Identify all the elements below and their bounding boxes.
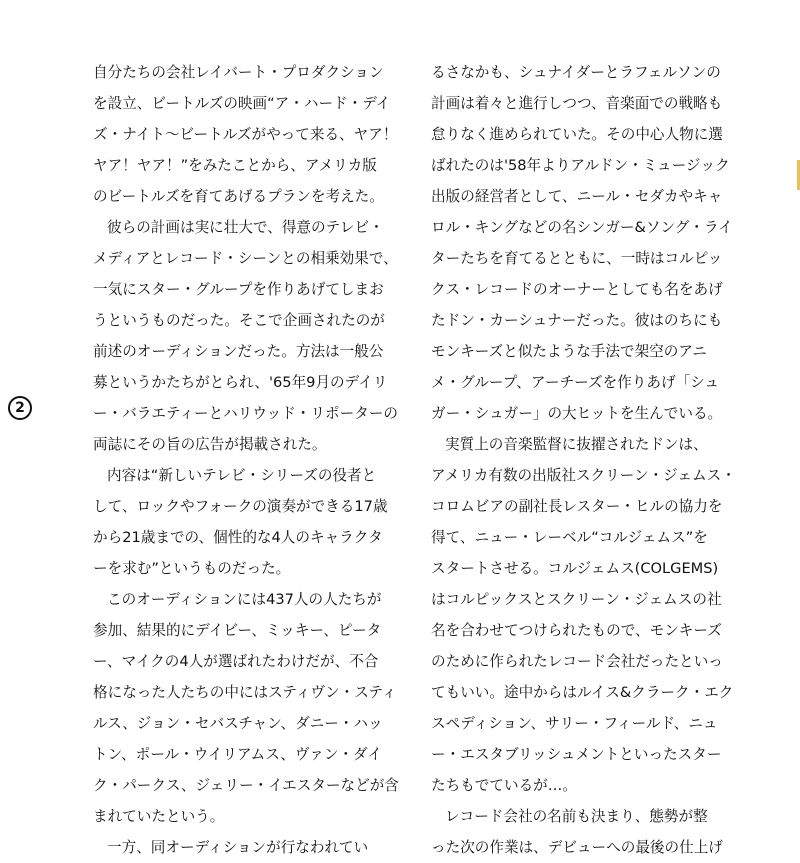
text-line: たちもでているが…。 (431, 777, 577, 794)
right-text-column (431, 57, 753, 863)
text-line: から21歳までの、個性的な4人のキャラクタ (93, 529, 383, 546)
text-line: った次の作業は、デビューへの最後の仕上げ (431, 839, 723, 856)
text-line: ズ・ナイト〜ビートルズがやって来る、ヤア！ (93, 126, 398, 143)
text-line: 彼らの計画は実に壮大で、得意のテレビ・ (107, 219, 384, 236)
text-line: クス・レコードのオーナーとしても名をあげ (431, 281, 723, 298)
text-line: はコルピックスとスクリーン・ジェムスの社 (431, 591, 722, 608)
text-line: ー、マイクの4人が選ばれたわけだが、不合 (93, 653, 379, 670)
text-line: ーを求む”というものだった。 (93, 560, 291, 577)
text-line: てもいい。途中からはルイス&クラーク・エク (431, 684, 734, 701)
text-line: このオーディションには437人の人たちが (107, 591, 382, 608)
text-line: コロムビアの副社長レスター・ヒルの協力を (431, 498, 723, 515)
text-line: 出版の経営者として、ニール・セダカやキャ (431, 188, 723, 205)
text-line: 前述のオーディションだった。方法は一般公 (93, 343, 384, 360)
text-line: モンキーズと似たような手法で架空のアニ (431, 343, 707, 360)
text-line: アメリカ有数の出版社スクリーン・ジェムス・ (431, 467, 736, 484)
text-line: 格になった人たちの中にはスティヴン・スティ (93, 684, 397, 701)
text-line: ルス、ジョン・セバスチャン、ダニー・ハッ (93, 715, 383, 732)
text-line: 得て、ニュー・レーベル“コルジェムス”を (431, 529, 708, 546)
text-line: 自分たちの会社レイバート・プロダクション (93, 64, 384, 81)
text-line: 募というかたちがとられ、'65年9月のデイリ (93, 374, 388, 391)
text-line: ー・エスタブリッシュメントといったスター (431, 746, 722, 763)
text-line: 一気にスター・グループを作りあげてしまお (93, 281, 384, 298)
text-line: うというものだった。そこで企画されたのが (93, 312, 385, 329)
text-line: ばれたのは'58年よりアルドン・ミュージック (431, 157, 730, 174)
text-line: 参加、結果的にデイビー、ミッキー、ピータ (93, 622, 382, 639)
text-line: のビートルズを育てあげるプランを考えた。 (93, 188, 384, 205)
text-line: スタートさせる。コルジェムス(COLGEMS) (431, 560, 719, 577)
text-line: ヤア！ヤア！”をみたことから、アメリカ版 (93, 157, 377, 174)
text-line: ガー・シュガー」の大ヒットを生んでいる。 (431, 405, 723, 422)
text-line: 怠りなく進められていた。その中心人物に選 (431, 126, 723, 143)
left-text-column (93, 57, 415, 863)
page-number-mark: 2 (8, 396, 32, 420)
text-line: 名を合わせてつけられたもので、モンキーズ (431, 622, 722, 639)
text-line: たドン・カーシュナーだった。彼はのちにも (431, 312, 723, 329)
text-line: して、ロックやフォークの演奏ができる17歳 (93, 498, 388, 515)
text-line: メディアとレコード・シーンとの相乗効果で、 (93, 250, 398, 267)
text-line: 内容は“新しいテレビ・シリーズの役者と (107, 467, 377, 484)
text-line: メ・グループ、アーチーズを作りあげ「シュ (431, 374, 720, 391)
text-line: 計画は着々と進行しつつ、音楽面での戦略も (431, 95, 723, 112)
text-line: トン、ポール・ウイリアムス、ヴァン・ダイ (93, 746, 382, 763)
text-line: ク・パークス、ジェリー・イエスターなどが含 (93, 777, 399, 794)
text-line: 実質上の音楽監督に抜擢されたドンは、 (445, 436, 708, 453)
text-line: のために作られたレコード会社だったといっ (431, 653, 723, 670)
text-line: を設立、ビートルズの映画“ア・ハード・デイ (93, 95, 391, 112)
text-line: るさなかも、シュナイダーとラフェルソンの (431, 64, 721, 81)
text-line: スペディション、サリー・フィールド、ニュ (431, 715, 718, 732)
text-line: 一方、同オーディションが行なわれてい (107, 839, 369, 856)
text-line: レコード会社の名前も決まり、態勢が整 (445, 808, 708, 825)
text-line: まれていたという。 (93, 808, 225, 825)
text-line: 両誌にその旨の広告が掲載された。 (93, 436, 327, 453)
text-line: ターたちを育てるとともに、一時はコルピッ (431, 250, 723, 267)
text-line: ロル・キングなどの名シンガー&ソング・ライ (431, 219, 733, 236)
text-line: ー・バラエティーとハリウッド・リポーターの (93, 405, 399, 422)
